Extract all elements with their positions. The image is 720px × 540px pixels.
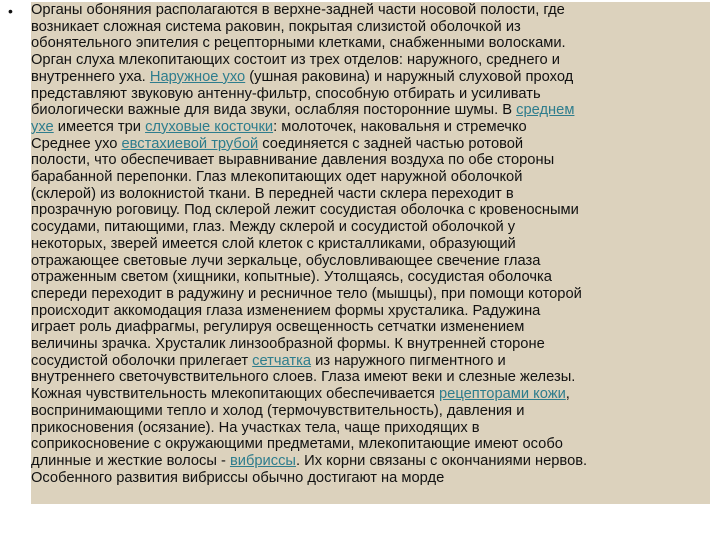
text-line (31, 136, 523, 152)
text-line (31, 369, 575, 385)
text-line (31, 269, 552, 285)
text-run: соединяется с задней частью ротовой (258, 135, 524, 152)
text-run: происходит аккомодация глаза изменением формы хрусталика. Радужина (31, 302, 541, 319)
text-run: Особенного развития вибриссы обычно достигают на морде (31, 469, 445, 486)
text-run: представляют звуковую антенну-фильтр, способную отбирать и усиливать (31, 85, 541, 102)
text-run: биологически важные для вида звуки, ослабляя посторонние шумы. В (31, 102, 517, 119)
text-line (31, 420, 480, 436)
hyperlink[interactable]: сетчатка (252, 352, 312, 369)
text-run: : молоточек, наковальня и стремечко (273, 118, 527, 135)
text-run: полости, что обеспечивает выравнивание давления воздуха по обе стороны (31, 152, 555, 169)
text-line (31, 436, 563, 452)
text-run: величины зрачка. Хрусталик линзообразной формы. К внутренней стороне (31, 336, 545, 352)
text-run: Среднее ухо (31, 135, 122, 152)
hyperlink[interactable]: евстахиевой трубой (121, 135, 259, 152)
text-line (31, 2, 565, 18)
text-line (31, 386, 570, 402)
text-line (31, 202, 579, 218)
text-line (31, 470, 444, 486)
text-run: прикосновения (осязание). На участках тела, чаще приходящих в (31, 419, 480, 436)
text-run: возникает сложная система раковин, покрытая слизистой оболочкой из (31, 18, 521, 35)
text-line (31, 52, 560, 68)
text-line (31, 69, 573, 85)
text-run: внутреннего светочувствительного слоев. Глаза имеют веки и слезные железы. (31, 369, 576, 386)
hyperlink[interactable]: Наружное ухо (149, 68, 246, 85)
text-run: воспринимающими тепло и холод (термочувствительность), давления и (31, 402, 525, 419)
text-run: играет роль диафрагмы, регулируя освещенность сетчатки изменением (31, 319, 525, 336)
paragraph-text-box (31, 2, 710, 504)
text-line (31, 86, 541, 102)
text-run: Орган слуха млекопитающих состоит из трех отделов: наружного, среднего и (31, 52, 560, 69)
text-run: (склерой) из волокнистой ткани. В передней части склера переходит в (31, 185, 514, 202)
text-run: (ушная раковина) и наружный слуховой проход (245, 68, 574, 85)
text-run: из наружного пигментного и (311, 352, 506, 369)
text-run: внутреннего уха. (31, 68, 150, 85)
text-line (31, 319, 524, 335)
text-run: имеется три (53, 118, 146, 135)
text-run: отражающее световые лучи зеркальце, обусловливающее свечение глаза (31, 252, 541, 269)
text-line (31, 186, 514, 202)
hyperlink[interactable]: ухе (31, 118, 54, 135)
hyperlink[interactable]: слуховые косточки (145, 118, 274, 135)
text-line (31, 169, 522, 185)
text-line (31, 119, 527, 135)
text-run: сосудами, питающими, глаз. Между склерой и сосудистой оболочкой у (31, 219, 516, 236)
bullet-marker: • (8, 3, 13, 19)
text-line (31, 253, 540, 269)
text-line (31, 219, 515, 235)
hyperlink[interactable]: вибриссы (229, 452, 296, 469)
text-run: некоторых, зверей имеется слой клеток с кристалликами, образующий (31, 235, 516, 252)
text-run: Кожная чувствительность млекопитающих обеспечивается (31, 386, 440, 403)
text-run: . Их корни связаны с окончаниями нервов. (296, 452, 588, 469)
text-run: барабанной перепонки. Глаз млекопитающих одет наружной оболочкой (31, 169, 523, 185)
text-line (31, 35, 566, 51)
text-run: , (565, 386, 570, 403)
text-run: Органы обоняния располагаются в верхне-задней части носовой полости, где (31, 2, 565, 18)
text-line (31, 303, 540, 319)
text-run: прозрачную роговицу. Под склерой лежит сосудистая оболочка с кровеносными (31, 202, 579, 219)
text-line (31, 453, 587, 469)
text-run: обонятельного эпителия с рецепторными клетками, снабженными волосками. (31, 35, 566, 52)
text-line (31, 19, 521, 35)
text-run: спереди переходит в радужину и ресничное тело (мышцы), при помощи которой (31, 285, 582, 302)
text-line (31, 403, 524, 419)
text-run: отраженным светом (хищники, копытные). Утолщаясь, сосудистая оболочка (31, 269, 552, 286)
text-run: длинные и жесткие волосы - (31, 452, 230, 469)
hyperlink[interactable]: рецепторами кожи (439, 386, 566, 403)
text-line (31, 152, 554, 168)
text-run: сосудистой оболочки прилегает (31, 352, 253, 369)
text-line (31, 336, 545, 352)
text-run: соприкосновение с окружающими предметами, млекопитающие имеют особо (31, 436, 563, 453)
text-line (31, 286, 582, 302)
hyperlink[interactable]: среднем (516, 102, 575, 119)
text-line (31, 236, 516, 252)
text-line (31, 102, 574, 118)
text-line (31, 353, 506, 369)
